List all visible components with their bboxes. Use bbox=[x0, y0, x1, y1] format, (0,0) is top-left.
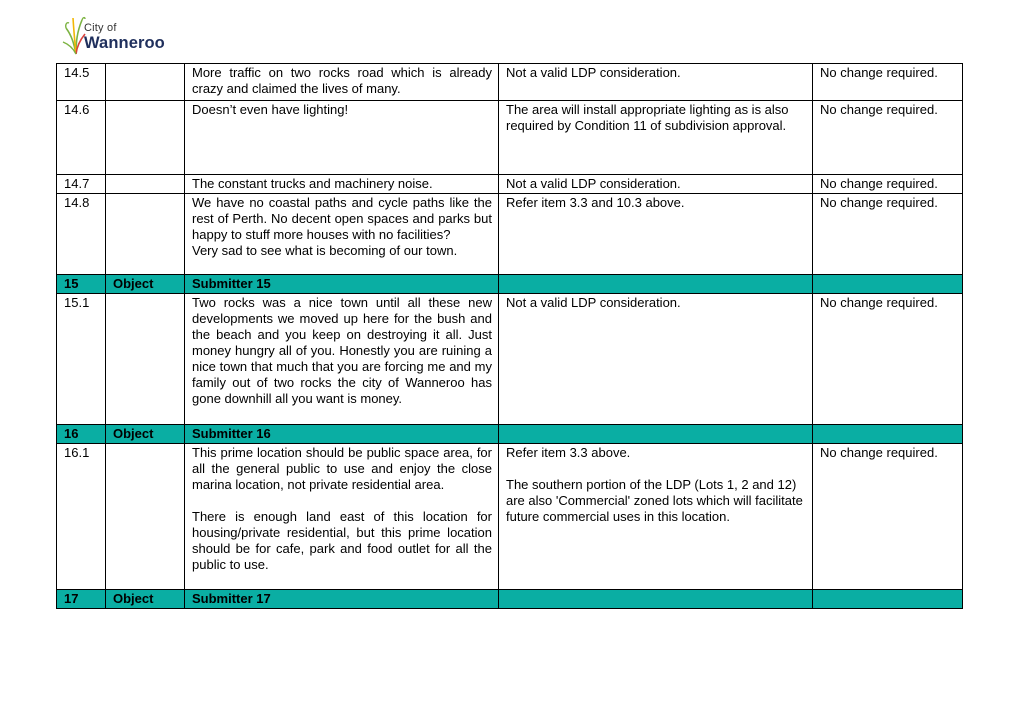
recommendation-cell: No change required. bbox=[813, 444, 963, 590]
table-row bbox=[57, 64, 963, 101]
response-cell: Not a valid LDP consideration. bbox=[499, 64, 813, 101]
comment-cell bbox=[185, 194, 499, 275]
type-cell: Object bbox=[106, 425, 185, 444]
comment-cell bbox=[185, 444, 499, 590]
recommendation-cell: No change required. bbox=[813, 294, 963, 425]
response-paragraph: Refer item 3.3 above. bbox=[506, 445, 631, 460]
ref-cell: 16 bbox=[57, 425, 106, 444]
table-row bbox=[57, 101, 963, 175]
recommendation-cell bbox=[813, 590, 963, 609]
comment-paragraph: We have no coastal paths and cycle paths like the rest of Perth. No decent open spaces and parks but happy to stuff more houses with no facilities? bbox=[192, 195, 492, 242]
type-cell bbox=[106, 175, 185, 194]
submitter-label-cell: Submitter 17 bbox=[185, 590, 499, 609]
comment-paragraph: Very sad to see what is becoming of our town. bbox=[192, 243, 458, 258]
response-cell bbox=[499, 275, 813, 294]
ref-cell: 14.7 bbox=[57, 175, 106, 194]
type-cell bbox=[106, 294, 185, 425]
submitter-row bbox=[57, 590, 963, 609]
ref-cell: 15.1 bbox=[57, 294, 106, 425]
paragraph-spacer bbox=[192, 493, 492, 509]
ref-cell: 16.1 bbox=[57, 444, 106, 590]
recommendation-cell: No change required. bbox=[813, 101, 963, 175]
ref-cell: 17 bbox=[57, 590, 106, 609]
submissions-table bbox=[56, 63, 963, 609]
response-cell bbox=[499, 425, 813, 444]
recommendation-cell bbox=[813, 425, 963, 444]
submitter-row bbox=[57, 275, 963, 294]
response-cell bbox=[499, 444, 813, 590]
recommendation-cell: No change required. bbox=[813, 194, 963, 275]
comment-paragraph: This prime location should be public space area, for all the general public to use and enjoy the close marina location, not private residential area. bbox=[192, 445, 492, 492]
table-row bbox=[57, 194, 963, 275]
type-cell: Object bbox=[106, 590, 185, 609]
submitter-row bbox=[57, 425, 963, 444]
type-cell bbox=[106, 444, 185, 590]
table-row bbox=[57, 294, 963, 425]
comment-cell: Doesn’t even have lighting! bbox=[185, 101, 499, 175]
response-cell: Not a valid LDP consideration. bbox=[499, 175, 813, 194]
logo-city-of-text: City of bbox=[84, 22, 117, 34]
response-cell: The area will install appropriate lighting as is also required by Condition 11 of subdivision approval. bbox=[499, 101, 813, 175]
response-paragraph: The southern portion of the LDP (Lots 1, 2 and 12) are also 'Commercial' zoned lots which will facilitate future commercial uses in this location. bbox=[506, 477, 803, 524]
recommendation-cell bbox=[813, 275, 963, 294]
ref-cell: 14.6 bbox=[57, 101, 106, 175]
type-cell bbox=[106, 101, 185, 175]
table-row bbox=[57, 175, 963, 194]
type-cell bbox=[106, 64, 185, 101]
response-cell bbox=[499, 590, 813, 609]
ref-cell: 14.8 bbox=[57, 194, 106, 275]
logo-wanneroo-text: Wanneroo bbox=[84, 34, 165, 52]
paragraph-spacer bbox=[506, 461, 806, 477]
submitter-label-cell: Submitter 15 bbox=[185, 275, 499, 294]
comment-cell: The constant trucks and machinery noise. bbox=[185, 175, 499, 194]
ref-cell: 15 bbox=[57, 275, 106, 294]
ref-cell: 14.5 bbox=[57, 64, 106, 101]
recommendation-cell: No change required. bbox=[813, 64, 963, 101]
type-cell: Object bbox=[106, 275, 185, 294]
type-cell bbox=[106, 194, 185, 275]
recommendation-cell: No change required. bbox=[813, 175, 963, 194]
comment-cell: More traffic on two rocks road which is already crazy and claimed the lives of many. bbox=[185, 64, 499, 101]
comment-cell: Two rocks was a nice town until all these new developments we moved up here for the bush and the beach and you keep on destroying it all. Just money hungry all of you. Honestly you are ruining a nice town that much that you are forcing me and my family out of two rocks the city of Wanneroo has gone downhill all you want is money. bbox=[185, 294, 499, 425]
comment-paragraph: There is enough land east of this location for housing/private residential, but this prime location should be for cafe, park and food outlet for all the public to use. bbox=[192, 509, 492, 572]
wanneroo-leaf-logo-icon bbox=[62, 14, 86, 56]
response-cell: Refer item 3.3 and 10.3 above. bbox=[499, 194, 813, 275]
table-row bbox=[57, 444, 963, 590]
city-of-wanneroo-logo bbox=[62, 14, 174, 58]
submitter-label-cell: Submitter 16 bbox=[185, 425, 499, 444]
response-cell: Not a valid LDP consideration. bbox=[499, 294, 813, 425]
